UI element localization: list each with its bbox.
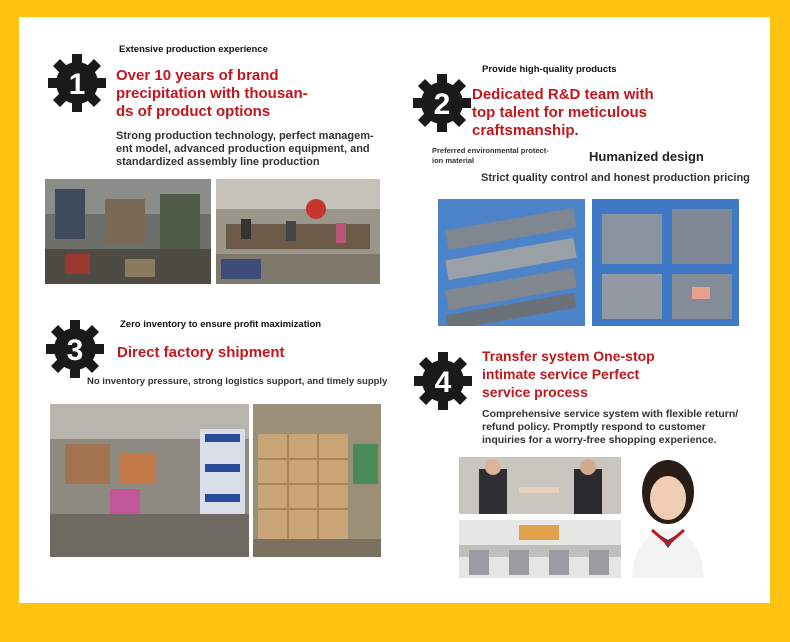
gear-number-2: 2 [433, 88, 451, 121]
section2-headline-line: top talent for meticulous [472, 104, 648, 121]
carton-stack-photo [253, 404, 381, 557]
gear-number-1: 1 [68, 68, 86, 101]
section1-body-line: standardized assembly line production [116, 156, 320, 168]
gear-number-4-icon [412, 350, 474, 412]
office-room-photo [459, 520, 621, 578]
customer-service-agent-photo [622, 454, 712, 578]
business-handshake-photo [459, 457, 621, 514]
factory-workshop-photo [45, 179, 211, 284]
section2-headline [472, 86, 702, 140]
section2-small-note [432, 146, 549, 166]
section4-headline [482, 347, 712, 401]
gear-number-1-icon [46, 52, 108, 114]
section3-body: No inventory pressure, strong logistics support, and timely supply [87, 376, 388, 387]
section2-headline-line: craftsmanship. [472, 122, 579, 139]
section2-small-note-line: Preferred environmental protect- [432, 146, 549, 155]
gear-number-4: 4 [434, 366, 452, 399]
section1-headline [116, 67, 326, 121]
section1-tag: Extensive production experience [119, 44, 268, 55]
section1-headline-line: ds of product options [116, 103, 271, 120]
section4-headline-line: service process [482, 384, 588, 400]
warehouse-packing-photo [50, 404, 249, 557]
section3-headline: Direct factory shipment [117, 344, 285, 361]
gear-number-3-icon [44, 318, 106, 380]
product-parts-photo [438, 199, 585, 326]
section4-body-line: inquiries for a worry-free shopping experience. [482, 434, 717, 446]
section4-body [482, 408, 767, 447]
section4-body-line: Comprehensive service system with flexible return/ [482, 408, 739, 420]
section4-headline-line: intimate service Perfect [482, 366, 640, 382]
section2-headline-line: Dedicated R&D team with [472, 86, 654, 103]
section2-small-note-line: ion material [432, 156, 475, 165]
section2-tag: Provide high-quality products [482, 64, 617, 75]
section1-body [116, 130, 406, 169]
assembly-line-photo [216, 179, 380, 284]
section4-headline-line: Transfer system One-stop [482, 348, 655, 364]
gear-number-3: 3 [66, 334, 84, 367]
section2-subhead: Humanized design [589, 149, 704, 164]
section1-headline-line: precipitation with thousan- [116, 85, 308, 102]
product-bins-photo [592, 199, 739, 326]
section2-body: Strict quality control and honest production pricing [481, 172, 750, 184]
section4-body-line: refund policy. Promptly respond to customer [482, 421, 706, 433]
section1-headline-line: Over 10 years of brand [116, 67, 279, 84]
section3-tag: Zero inventory to ensure profit maximization [120, 319, 322, 330]
section1-body-line: ent model, advanced production equipment, and [116, 143, 370, 155]
gear-number-2-icon [411, 72, 473, 134]
section1-body-line: Strong production technology, perfect managem- [116, 130, 374, 142]
